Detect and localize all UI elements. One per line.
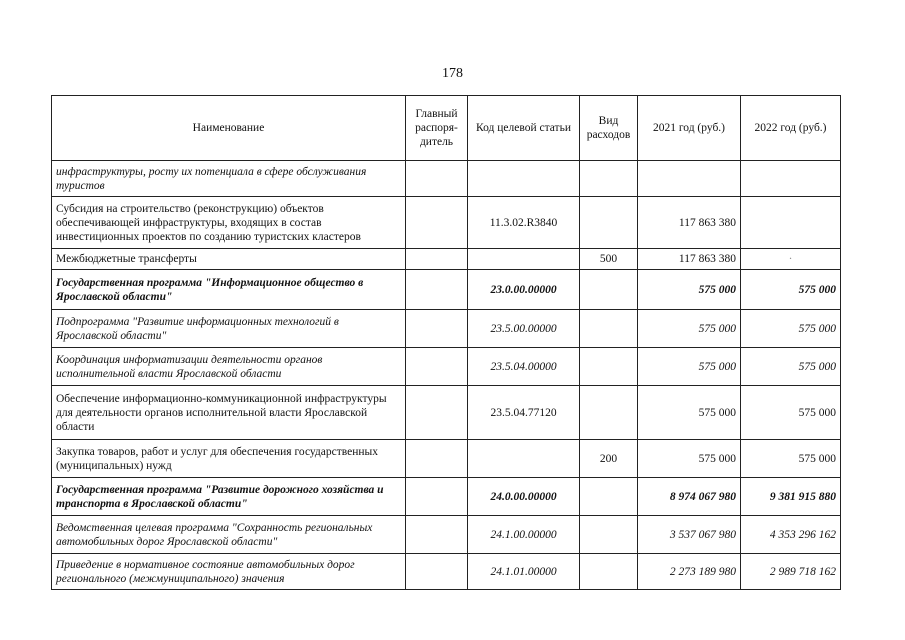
header-2022: 2022 год (руб.) [741, 96, 841, 161]
row-kind [580, 554, 638, 590]
row-2022: 4 353 296 162 [741, 516, 841, 554]
table-row [52, 197, 841, 249]
row-2021: 575 000 [638, 440, 741, 478]
row-kind [580, 270, 638, 310]
row-code: 11.3.02.R3840 [468, 197, 580, 249]
row-manager [406, 554, 468, 590]
row-manager [406, 161, 468, 197]
row-kind [580, 478, 638, 516]
row-manager [406, 197, 468, 249]
row-name: инфраструктуры, росту их потенциала в сфере обслуживания туристов [52, 161, 406, 197]
row-2021 [638, 161, 741, 197]
row-name: Приведение в нормативное состояние автомобильных дорог регионального (межмуниципального) значения [52, 554, 406, 590]
row-manager [406, 249, 468, 270]
table-row [52, 516, 841, 554]
row-name: Государственная программа "Развитие дорожного хозяйства и транспорта в Ярославской области" [52, 478, 406, 516]
table-row [52, 310, 841, 348]
table-header-row [52, 96, 841, 161]
row-2021: 8 974 067 980 [638, 478, 741, 516]
row-name: Государственная программа "Информационное общество в Ярославской области" [52, 270, 406, 310]
row-kind [580, 161, 638, 197]
row-name: Ведомственная целевая программа "Сохранность региональных автомобильных дорог Ярославской области" [52, 516, 406, 554]
row-manager [406, 310, 468, 348]
row-manager [406, 478, 468, 516]
row-2021: 117 863 380 [638, 249, 741, 270]
table-row [52, 270, 841, 310]
row-2022: 575 000 [741, 310, 841, 348]
row-manager [406, 348, 468, 386]
row-kind [580, 348, 638, 386]
row-2022: 575 000 [741, 270, 841, 310]
row-name: Обеспечение информационно-коммуникационной инфраструктуры для деятельности органов исполнительной власти Ярославской области [52, 386, 406, 440]
row-code: 24.1.01.00000 [468, 554, 580, 590]
header-code: Код целевой статьи [468, 96, 580, 161]
row-manager [406, 516, 468, 554]
row-2021: 575 000 [638, 270, 741, 310]
row-manager [406, 440, 468, 478]
row-2021: 575 000 [638, 310, 741, 348]
row-kind [580, 516, 638, 554]
row-2021: 117 863 380 [638, 197, 741, 249]
row-2022 [741, 197, 841, 249]
row-manager [406, 386, 468, 440]
row-name: Субсидия на строительство (реконструкцию) объектов обеспечивающей инфраструктуры, входящих в состав инвестиционных проектов по созданию туристских кластеров [52, 197, 406, 249]
table-row [52, 554, 841, 590]
header-manager: Главный распоря-дитель [406, 96, 468, 161]
header-kind: Вид расходов [580, 96, 638, 161]
table-row [52, 386, 841, 440]
row-kind: 200 [580, 440, 638, 478]
row-code: 24.0.00.00000 [468, 478, 580, 516]
row-code: 23.5.04.77120 [468, 386, 580, 440]
row-2021: 3 537 067 980 [638, 516, 741, 554]
header-name: Наименование [52, 96, 406, 161]
row-name: Закупка товаров, работ и услуг для обеспечения государственных (муниципальных) нужд [52, 440, 406, 478]
row-manager [406, 270, 468, 310]
table-row [52, 440, 841, 478]
row-2022: 9 381 915 880 [741, 478, 841, 516]
row-code: 23.5.00.00000 [468, 310, 580, 348]
table-row [52, 249, 841, 270]
table-row [52, 348, 841, 386]
row-2021: 575 000 [638, 348, 741, 386]
page-number: 178 [442, 66, 463, 81]
row-2022 [741, 161, 841, 197]
row-kind [580, 310, 638, 348]
row-name: Координация информатизации деятельности органов исполнительной власти Ярославской области [52, 348, 406, 386]
table-row [52, 161, 841, 197]
row-code [468, 440, 580, 478]
row-code: 23.0.00.00000 [468, 270, 580, 310]
row-kind [580, 197, 638, 249]
row-2022: 575 000 [741, 440, 841, 478]
row-2022: · [741, 249, 841, 270]
table-row [52, 478, 841, 516]
row-code [468, 161, 580, 197]
row-kind [580, 386, 638, 440]
row-2022: 2 989 718 162 [741, 554, 841, 590]
row-2022: 575 000 [741, 348, 841, 386]
row-code: 24.1.00.00000 [468, 516, 580, 554]
row-name: Подпрограмма "Развитие информационных технологий в Ярославской области" [52, 310, 406, 348]
row-2021: 2 273 189 980 [638, 554, 741, 590]
row-2022: 575 000 [741, 386, 841, 440]
row-kind: 500 [580, 249, 638, 270]
row-code: 23.5.04.00000 [468, 348, 580, 386]
row-code [468, 249, 580, 270]
row-2021: 575 000 [638, 386, 741, 440]
header-2021: 2021 год (руб.) [638, 96, 741, 161]
row-name: Межбюджетные трансферты [52, 249, 406, 270]
budget-table [51, 95, 841, 590]
